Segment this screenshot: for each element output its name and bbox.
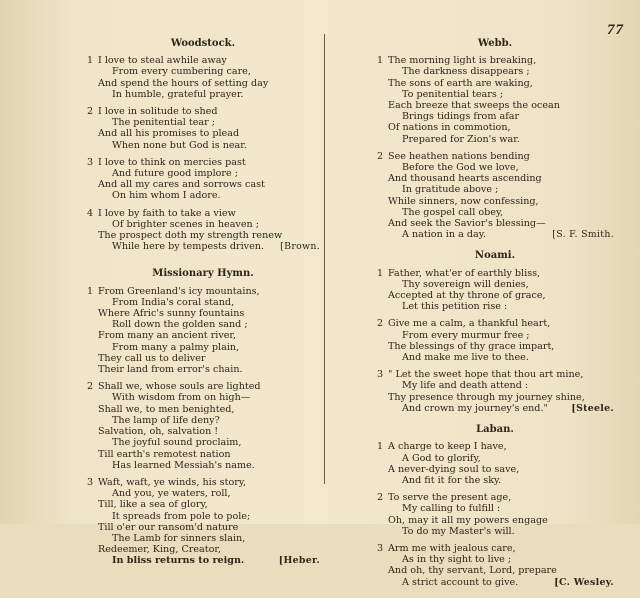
stanza-number: 1 bbox=[377, 267, 384, 279]
stanza-number: 2 bbox=[377, 492, 384, 504]
hymn-author: [Heber. bbox=[278, 555, 320, 567]
verse-line: In gratitude above ; bbox=[402, 184, 499, 196]
stanza bbox=[86, 106, 320, 151]
verse-line: Of brighter scenes in heaven ; bbox=[112, 218, 259, 230]
verse-line: The blessings of thy grace impart, bbox=[388, 340, 555, 352]
verse-line: I love to steal awhile away bbox=[98, 55, 227, 67]
verse-line: On him whom I adore. bbox=[112, 190, 221, 202]
stanza bbox=[376, 318, 614, 363]
verse-line: And oh, thy servant, Lord, prepare bbox=[388, 565, 557, 577]
verse-line: When none but God is near. bbox=[112, 139, 247, 151]
stanza bbox=[376, 543, 614, 588]
verse-line: And spend the hours of setting day bbox=[98, 77, 269, 89]
verse-line: In bliss returns to reign. bbox=[112, 555, 245, 567]
stanza-number: 2 bbox=[87, 381, 94, 393]
verse-line: While sinners, now confessing, bbox=[388, 195, 539, 207]
hymn-title: Missionary Hymn. bbox=[152, 268, 254, 280]
verse-line: Brings tidings from afar bbox=[402, 111, 520, 123]
column-divider bbox=[324, 34, 325, 484]
stanza-number: 3 bbox=[377, 369, 384, 381]
verse-line: The Lamb for sinners slain, bbox=[112, 532, 246, 544]
verse-line: In humble, grateful prayer. bbox=[112, 88, 244, 100]
verse-line: Roll down the golden sand ; bbox=[112, 319, 248, 331]
verse-line: I love to think on mercies past bbox=[98, 156, 246, 168]
verse-line: From Greenland's icy mountains, bbox=[98, 285, 260, 297]
verse-line: Salvation, oh, salvation ! bbox=[98, 426, 219, 438]
verse-line: Accepted at thy throne of grace, bbox=[388, 290, 546, 302]
verse-line: The darkness disappears ; bbox=[402, 66, 530, 78]
right-column bbox=[376, 38, 614, 598]
stanza bbox=[86, 477, 320, 567]
stanza-number: 2 bbox=[87, 106, 94, 118]
verse-line: From many a palmy plain, bbox=[112, 341, 240, 353]
stanza bbox=[376, 55, 614, 145]
verse-line: To do my Master's will. bbox=[402, 525, 515, 537]
left-column bbox=[86, 38, 320, 577]
verse-line: Of nations in commotion, bbox=[388, 122, 511, 134]
stanza-number: 3 bbox=[87, 476, 94, 488]
hymn-webb bbox=[376, 38, 614, 240]
verse-line: Where Afric's sunny fountains bbox=[98, 308, 245, 320]
hymn-author: [Steele. bbox=[571, 402, 614, 414]
stanza bbox=[86, 55, 320, 100]
verse-line: A nation in a day. bbox=[402, 229, 486, 241]
hymn-noami bbox=[376, 250, 614, 414]
stanza bbox=[376, 492, 614, 537]
verse-line: Let this petition rise : bbox=[402, 301, 508, 313]
verse-line: To penitential tears ; bbox=[402, 88, 504, 100]
stanza-number: 1 bbox=[87, 285, 94, 297]
stanza-number: 2 bbox=[377, 318, 384, 330]
verse-line: They call us to deliver bbox=[98, 352, 206, 364]
verse-line: And all his promises to plead bbox=[98, 128, 240, 140]
stanza-number: 2 bbox=[377, 150, 384, 162]
verse-line: " Let the sweet hope that thou art mine, bbox=[388, 369, 584, 381]
stanza bbox=[376, 369, 614, 414]
verse-line: Shall we, whose souls are lighted bbox=[98, 381, 261, 393]
verse-line: And seek the Savior's blessing— bbox=[388, 218, 546, 230]
stanza bbox=[86, 157, 320, 202]
stanza bbox=[86, 381, 320, 471]
stanza-number: 3 bbox=[377, 542, 384, 554]
verse-line: Give me a calm, a thankful heart, bbox=[388, 318, 551, 330]
verse-line: Before the God we love, bbox=[402, 162, 519, 174]
verse-line: It spreads from pole to pole; bbox=[112, 510, 251, 522]
hymn-author: [Brown. bbox=[280, 241, 320, 253]
verse-line: I love in solitude to shed bbox=[98, 106, 218, 118]
verse-line: From many an ancient river, bbox=[98, 330, 237, 342]
verse-line: And future good implore ; bbox=[112, 168, 238, 180]
verse-line: With wisdom from on high— bbox=[112, 392, 251, 404]
verse-line: Their land from error's chain. bbox=[98, 364, 243, 376]
verse-line: A strict account to give. bbox=[402, 576, 519, 588]
stanza-number: 1 bbox=[377, 441, 384, 453]
verse-line: And you, ye waters, roll, bbox=[112, 488, 231, 500]
stanza-number: 1 bbox=[87, 55, 94, 67]
verse-line: A God to glorify, bbox=[402, 452, 481, 464]
verse-line: The joyful sound proclaim, bbox=[112, 437, 242, 449]
hymn-laban bbox=[376, 424, 614, 588]
hymn-title: Noami. bbox=[474, 250, 516, 262]
verse-line: Father, what'er of earthly bliss, bbox=[388, 267, 541, 279]
verse-line: Has learned Messiah's name. bbox=[112, 459, 255, 471]
verse-line: And thousand hearts ascending bbox=[388, 173, 542, 185]
stanza bbox=[376, 151, 614, 241]
verse-line: The lamp of life deny? bbox=[112, 414, 220, 426]
verse-line: And make me live to thee. bbox=[402, 352, 529, 364]
verse-line: Till o'er our ransom'd nature bbox=[98, 521, 239, 533]
verse-line: Waft, waft, ye winds, his story, bbox=[98, 476, 247, 488]
hymn-author: [S. F. Smith. bbox=[552, 229, 614, 241]
stanza-number: 1 bbox=[377, 55, 384, 67]
verse-line: The prospect doth my strength renew bbox=[98, 230, 283, 242]
hymn-title: Laban. bbox=[476, 424, 514, 436]
verse-line: Arm me with jealous care, bbox=[388, 542, 516, 554]
verse-line: And fit it for the sky. bbox=[402, 474, 502, 486]
stanza bbox=[376, 441, 614, 486]
verse-line: And crown my journey's end." bbox=[402, 402, 548, 414]
verse-line: Till, like a sea of glory, bbox=[98, 499, 208, 511]
stanza bbox=[376, 268, 614, 313]
verse-line: Thy presence through my journey shine, bbox=[388, 391, 585, 403]
verse-line: Shall we, to men benighted, bbox=[98, 403, 235, 415]
verse-line: My calling to fulfill : bbox=[402, 503, 501, 515]
verse-line: Oh, may it all my powers engage bbox=[388, 514, 548, 526]
verse-line: While here by tempests driven. bbox=[112, 241, 265, 253]
stanza-number: 4 bbox=[87, 207, 94, 219]
stanza-number: 3 bbox=[87, 156, 94, 168]
verse-line: A charge to keep I have, bbox=[388, 441, 507, 453]
verse-line: Thy sovereign will denies, bbox=[402, 278, 529, 290]
hymn-author: [C. Wesley. bbox=[554, 576, 614, 588]
hymn-title: Woodstock. bbox=[170, 38, 236, 49]
page-number: 77 bbox=[607, 22, 624, 38]
stanza bbox=[86, 208, 320, 253]
stanza bbox=[86, 286, 320, 376]
verse-line: The morning light is breaking, bbox=[388, 55, 537, 67]
verse-line: I love by faith to take a view bbox=[98, 207, 236, 219]
verse-line: And all my cares and sorrows cast bbox=[98, 179, 265, 191]
hymn-title: Webb. bbox=[477, 38, 513, 49]
hymn-missionary bbox=[86, 268, 320, 566]
verse-line: The gospel call obey, bbox=[402, 206, 504, 218]
verse-line: See heathen nations bending bbox=[388, 150, 530, 162]
hymn-woodstock bbox=[86, 38, 320, 252]
verse-line: The penitential tear ; bbox=[112, 117, 215, 129]
verse-line: Prepared for Zion's war. bbox=[402, 133, 520, 145]
verse-line: Each breeze that sweeps the ocean bbox=[388, 100, 560, 112]
verse-line: Redeemer, King, Creator, bbox=[98, 544, 221, 556]
verse-line: From every cumbering care, bbox=[112, 66, 251, 78]
verse-line: As in thy sight to live ; bbox=[402, 554, 512, 566]
verse-line: Till earth's remotest nation bbox=[98, 448, 231, 460]
verse-line: A never-dying soul to save, bbox=[388, 463, 520, 475]
verse-line: My life and death attend : bbox=[402, 380, 529, 392]
verse-line: The sons of earth are waking, bbox=[388, 77, 533, 89]
verse-line: From every murmur free ; bbox=[402, 329, 530, 341]
verse-line: From India's coral stand, bbox=[112, 296, 235, 308]
verse-line: To serve the present age, bbox=[388, 492, 512, 504]
